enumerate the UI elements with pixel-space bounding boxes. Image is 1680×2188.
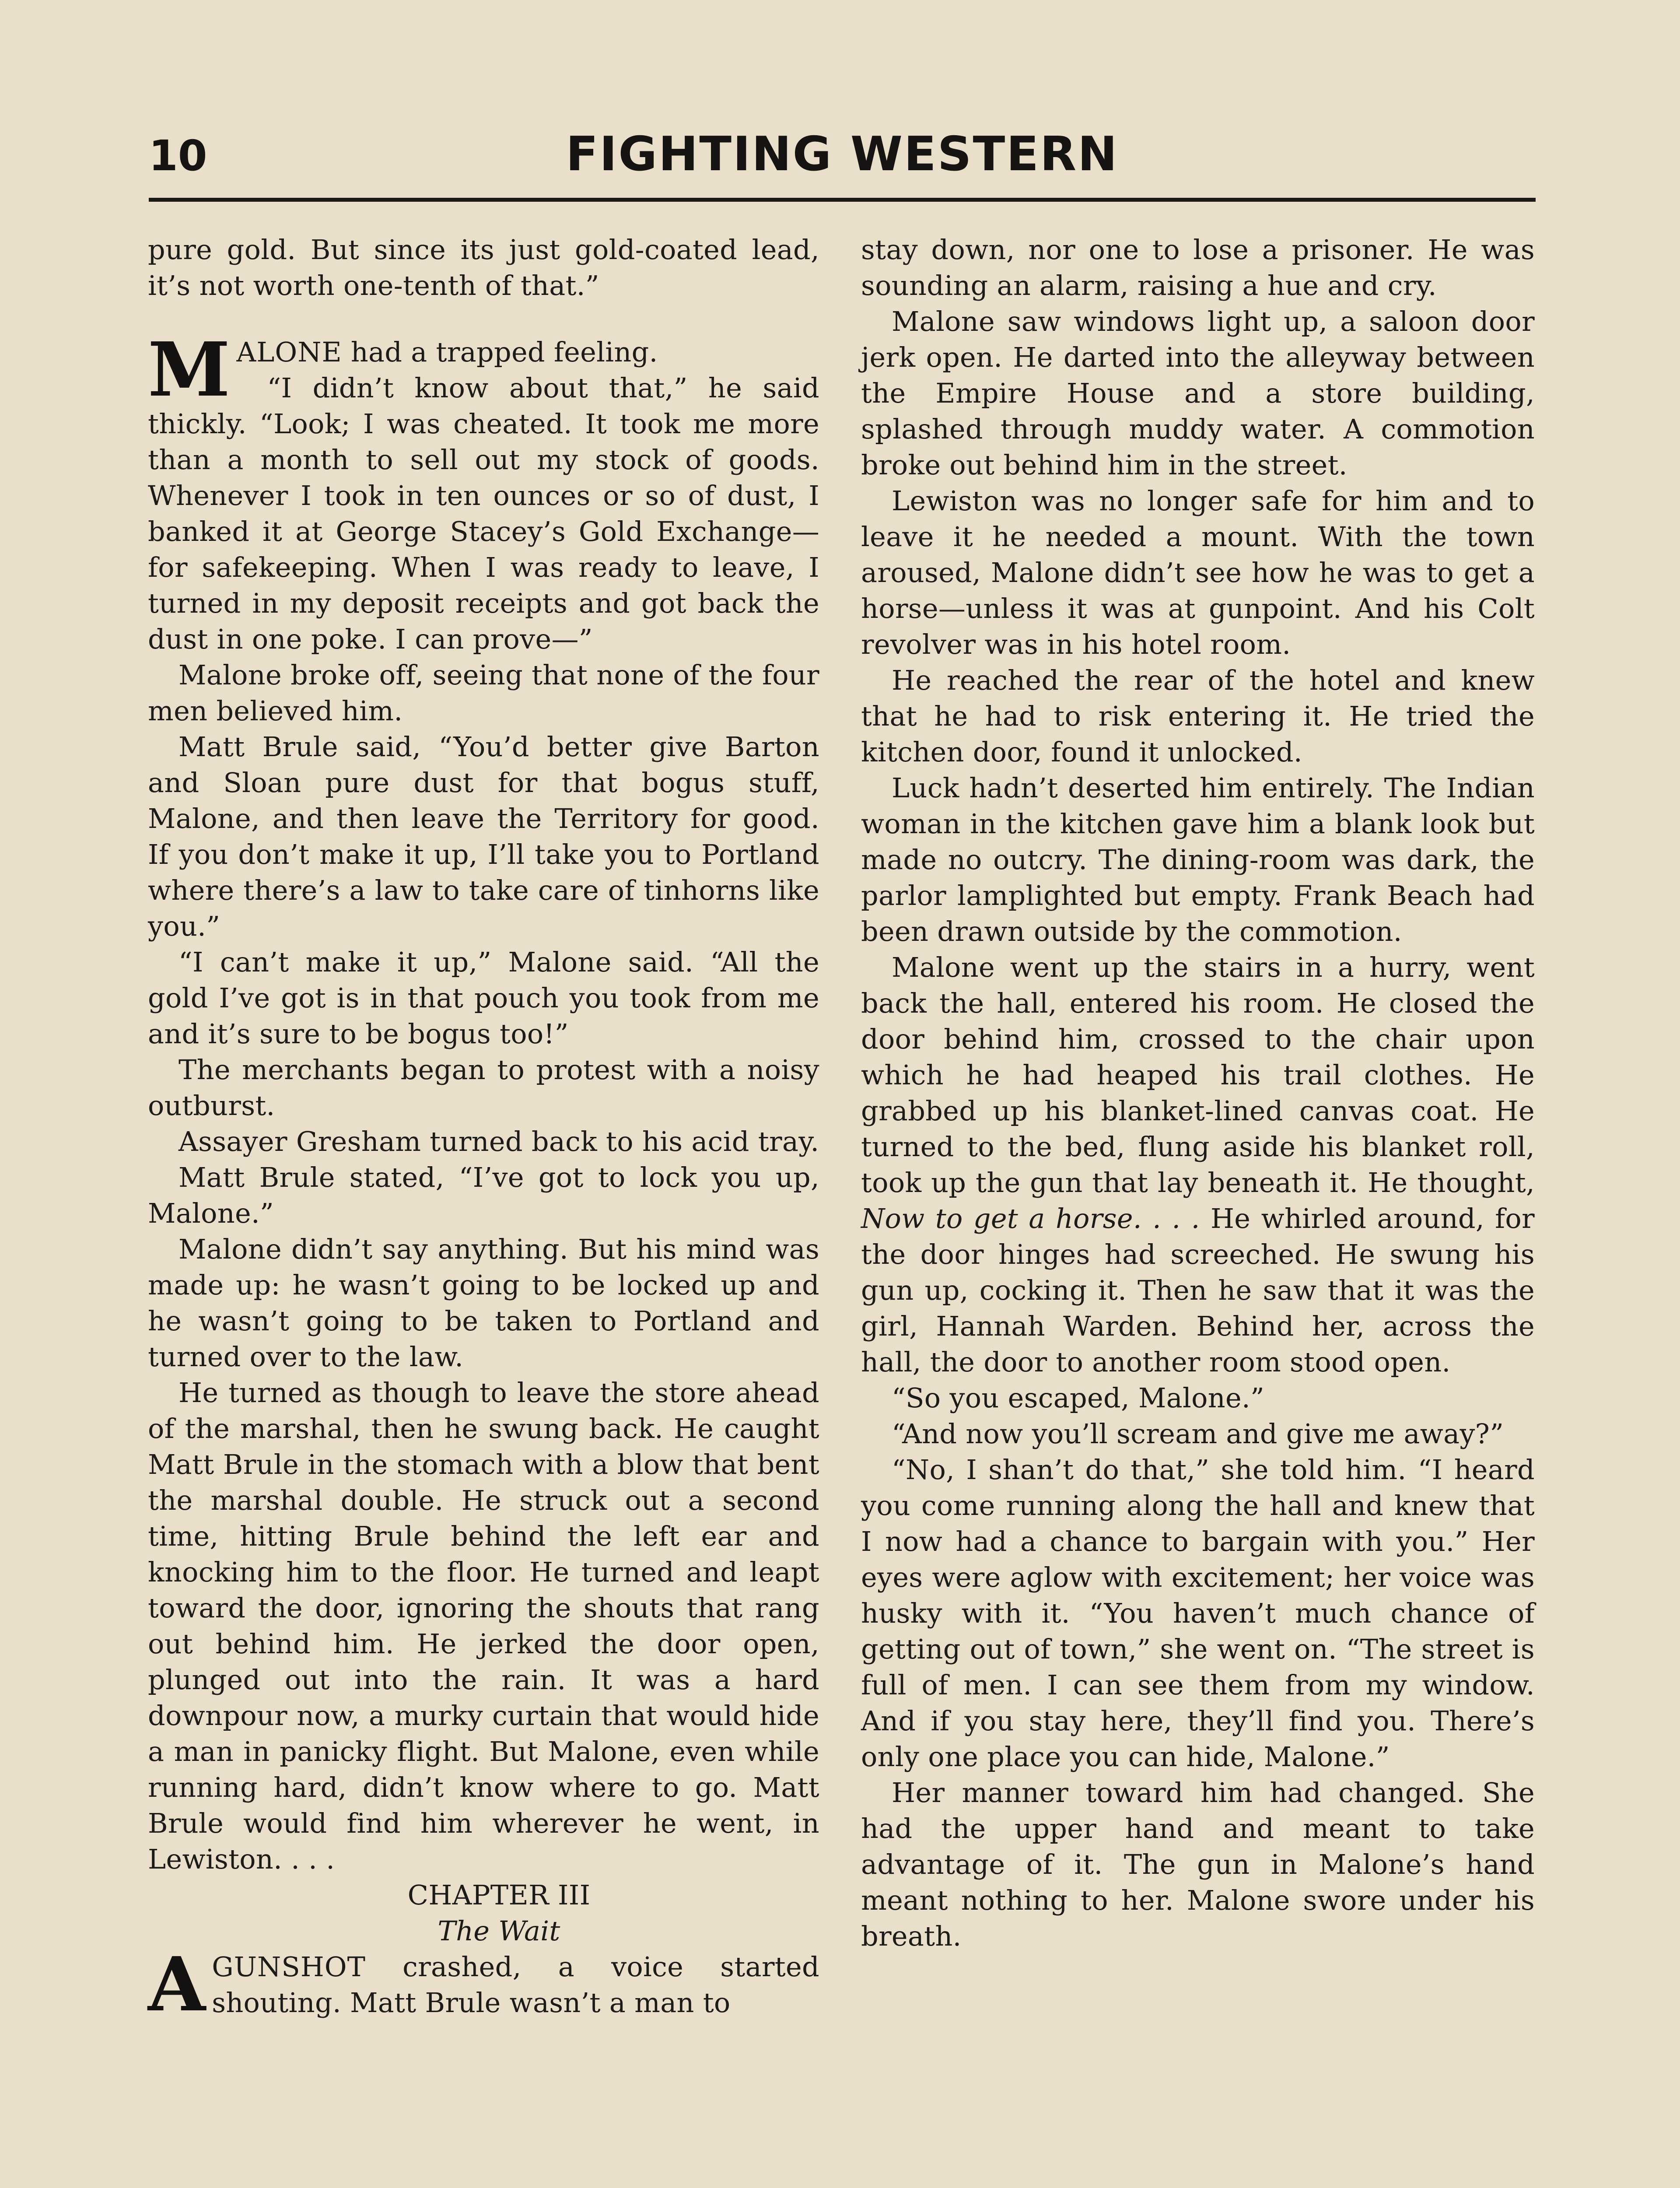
header-rule (149, 198, 1536, 202)
paragraph: stay down, nor one to lose a prisoner. He was sounding an alarm, raising a hue and cry. (861, 234, 1535, 302)
paragraph-dropcap (148, 326, 819, 414)
paragraph: Her manner toward him had changed. She had the upper hand and meant to take advantage of it. The gun in Malone’s hand meant nothing to her. Malone swore under his breath. (861, 1777, 1535, 1952)
paragraph-text: He whirled around, for the door hinges had screeched. He swung his gun up, cocking it. Then he saw that it was the girl, Hannah Warden. Behind her, across the hall, the door to another room stood open. (861, 1203, 1535, 1378)
italic-thought: Now to get a horse. . . . (861, 1203, 1200, 1234)
paragraph: He reached the rear of the hotel and knew that he had to risk entering it. He tried the kitchen door, found it unlocked. (861, 664, 1535, 768)
right-column (861, 232, 1535, 1954)
page-header (149, 127, 1536, 197)
paragraph: Matt Brule said, “You’d better give Barton and Sloan pure dust for that bogus stuff, Malone, and then leave the Territory for good. If you don’t make it up, I’ll take you to Portland where there’s a law to take care of tinhorns like you.” (148, 731, 819, 942)
chapter-heading: CHAPTER III (407, 1879, 591, 1911)
page-number: 10 (149, 131, 207, 180)
paragraph: Malone didn’t say anything. But his mind was made up: he wasn’t going to be locked up and he wasn’t going to be taken to Portland and turned over to the law. (148, 1233, 819, 1373)
paragraph: “And now you’ll scream and give me away?” (892, 1418, 1504, 1450)
paragraph: “No, I shan’t do that,” she told him. “I heard you come running along the hall and knew that I now had a chance to bargain with you.” Her eyes were aglow with excitement; her voice was husky with it. “You haven’t much chance of getting out of town,” she went on. “The street is full of men. I can see them from my window. And if you stay here, they’ll find you. There’s only one place you can hide, Malone.” (861, 1454, 1535, 1773)
paragraph: “So you escaped, Malone.” (892, 1382, 1265, 1414)
paragraph: Luck hadn’t deserted him entirely. The Indian woman in the kitchen gave him a blank look but made no outcry. The dining-room was dark, the parlor lamplighted but empty. Frank Beach had been drawn outside by the commotion. (861, 772, 1535, 947)
paragraph: Matt Brule stated, “I’ve got to lock you up, Malone.” (148, 1161, 819, 1229)
paragraph: The merchants began to protest with a noisy outburst. (148, 1054, 819, 1122)
paragraph: Assayer Gresham turned back to his acid tray. (178, 1126, 819, 1157)
paragraph-text: Malone went up the stairs in a hurry, went back the hall, entered his room. He closed the door behind him, crossed to the chair upon which he had heaped his trail clothes. He grabbed up his blanket-lined canvas coat. He turned to the bed, flung aside his blanket roll, took up the gun that lay beneath it. He thought, (861, 951, 1535, 1199)
paragraph: Malone broke off, seeing that none of the four men believed him. (148, 659, 819, 727)
drop-cap: A (148, 1941, 206, 2028)
paragraph: He turned as though to leave the store ahead of the marshal, then he swung back. He caught Matt Brule in the stomach with a blow that bent the marshal double. He struck out a second time, hitting Brule behind the left ear and knocking him to the floor. He turned and leapt toward the door, ignoring the shouts that rang out behind him. He jerked the door open, plunged out into the rain. It was a hard downpour now, a murky curtain that would hide a man in panicky flight. But Malone, even while running hard, didn’t know where to go. Matt Brule would find him wherever he went, in Lewiston. . . . (148, 1377, 819, 1875)
paragraph: “I didn’t know about that,” he said thickly. “Look; I was cheated. It took me more than a month to sell out my stock of goods. Whenever I took in ten ounces or so of dust, I banked it at George Stacey’s Gold Exchange—for safekeeping. When I was ready to leave, I turned in my deposit receipts and got back the dust in one poke. I can prove—” (148, 372, 819, 655)
paragraph: Malone saw windows light up, a saloon door jerk open. He darted into the alleyway between the Empire House and a store building, splashed through muddy water. A commotion broke out behind him in the street. (861, 305, 1535, 481)
paragraph (861, 950, 1535, 1380)
paragraph: pure gold. But since its just gold-coated lead, it’s not worth one-tenth of that.” (148, 234, 819, 302)
left-column (148, 232, 819, 2028)
lead-word: GUNSHOT (212, 1951, 366, 1983)
lead-word: ALONE (236, 336, 342, 368)
chapter-subtitle: The Wait (438, 1915, 560, 1947)
paragraph-dropcap (148, 1941, 819, 2028)
paragraph-text: had a trapped feeling. (342, 336, 658, 368)
magazine-title: FIGHTING WESTERN (566, 127, 1119, 182)
drop-cap: M (148, 326, 231, 414)
paragraph: “I can’t make it up,” Malone said. “All the gold I’ve got is in that pouch you took from me and it’s sure to be bogus too!” (148, 946, 819, 1050)
paragraph: Lewiston was no longer safe for him and to leave it he needed a mount. With the town aroused, Malone didn’t see how he was to get a horse—unless it was at gunpoint. And his Colt revolver was in his hotel room. (861, 485, 1535, 660)
paragraph-text: crashed, a voice started shouting. Matt Brule wasn’t a man to (212, 1951, 819, 2019)
